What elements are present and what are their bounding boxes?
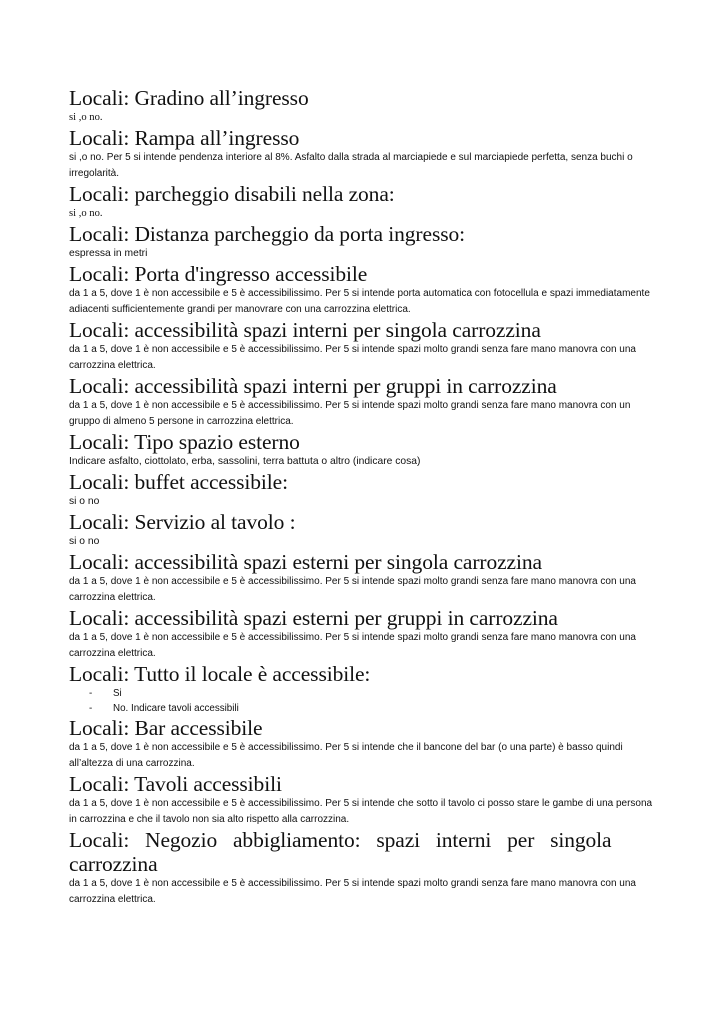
section-description: si o no — [69, 536, 100, 547]
section-title: Locali: accessibilità spazi esterni per singola carrozzina — [69, 550, 542, 574]
section-title: Locali: Tipo spazio esterno — [69, 430, 300, 454]
option-list — [69, 686, 655, 716]
section-description: si ,o no. — [69, 208, 103, 219]
section-description: da 1 a 5, dove 1 è non accessibile e 5 è accessibilissimo. Per 5 si intende spazi molto grandi senza fare mano manovra con una carrozzina elettrica. — [69, 576, 636, 603]
section-description: si ,o no. — [69, 112, 103, 123]
section-title: Locali: buffet accessibile: — [69, 470, 288, 494]
section-title: Locali: Porta d'ingresso accessibile — [69, 262, 368, 286]
section-description: da 1 a 5, dove 1 è non accessibile e 5 è accessibilissimo. Per 5 si intende porta automatica con fotocellula e spazi immediatamente adiacenti sufficientemente grandi per manovrare con una carrozzina elettrica. — [69, 288, 650, 315]
section-title: Locali: accessibilità spazi interni per gruppi in carrozzina — [69, 374, 557, 398]
section-title-line: carrozzina — [69, 852, 158, 876]
section-description: da 1 a 5, dove 1 è non accessibile e 5 è accessibilissimo. Per 5 si intende spazi molto grandi senza fare mano manovra con una carrozzina elettrica. — [69, 878, 636, 905]
section-description: da 1 a 5, dove 1 è non accessibile e 5 è accessibilissimo. Per 5 si intende che il bancone del bar (o una parte) è basso quindi all’altezza di una carrozzina. — [69, 742, 623, 769]
section-title: Locali: Rampa all’ingresso — [69, 126, 300, 150]
document-page — [69, 86, 655, 908]
section-title: Locali: accessibilità spazi esterni per gruppi in carrozzina — [69, 606, 558, 630]
section-description: da 1 a 5, dove 1 è non accessibile e 5 è accessibilissimo. Per 5 si intende che sotto il tavolo ci posso stare le gambe di una persona in carrozzina e che il tavolo non sia alto rispetto alla carrozzina. — [69, 798, 653, 825]
section-title: Locali: Tutto il locale è accessibile: — [69, 662, 371, 686]
section-description: da 1 a 5, dove 1 è non accessibile e 5 è accessibilissimo. Per 5 si intende spazi molto grandi senza fare mano manovra con un gruppo di almeno 5 persone in carrozzina elettrica. — [69, 400, 631, 427]
section-description: da 1 a 5, dove 1 è non accessibile e 5 è accessibilissimo. Per 5 si intende spazi molto grandi senza fare mano manovra con una carrozzina elettrica. — [69, 344, 636, 371]
section-description: da 1 a 5, dove 1 è non accessibile e 5 è accessibilissimo. Per 5 si intende spazi molto grandi senza fare mano manovra con una carrozzina elettrica. — [69, 632, 636, 659]
section-description: si ,o no. Per 5 si intende pendenza interiore al 8%. Asfalto dalla strada al marciapiede e sul marciapiede perfetta, senza buchi o irregolarità. — [69, 152, 633, 179]
section-title: Locali: Gradino all’ingresso — [69, 86, 309, 110]
option-item: - No. Indicare tavoli accessibili — [89, 701, 655, 716]
section-description: si o no — [69, 496, 100, 507]
option-item: - Si — [89, 686, 655, 701]
section-title: Locali: Distanza parcheggio da porta ingresso: — [69, 222, 465, 246]
section-title-line: Locali: Negozio abbigliamento: spazi interni per singola — [69, 828, 612, 852]
section-description: Indicare asfalto, ciottolato, erba, sassolini, terra battuta o altro (indicare cosa) — [69, 456, 421, 467]
section-description: espressa in metri — [69, 248, 148, 259]
section-title: Locali: Bar accessibile — [69, 716, 263, 740]
section-title: Locali: accessibilità spazi interni per singola carrozzina — [69, 318, 541, 342]
section-title: Locali: Servizio al tavolo : — [69, 510, 296, 534]
section-title: Locali: parcheggio disabili nella zona: — [69, 182, 395, 206]
section-title: Locali: Tavoli accessibili — [69, 772, 282, 796]
